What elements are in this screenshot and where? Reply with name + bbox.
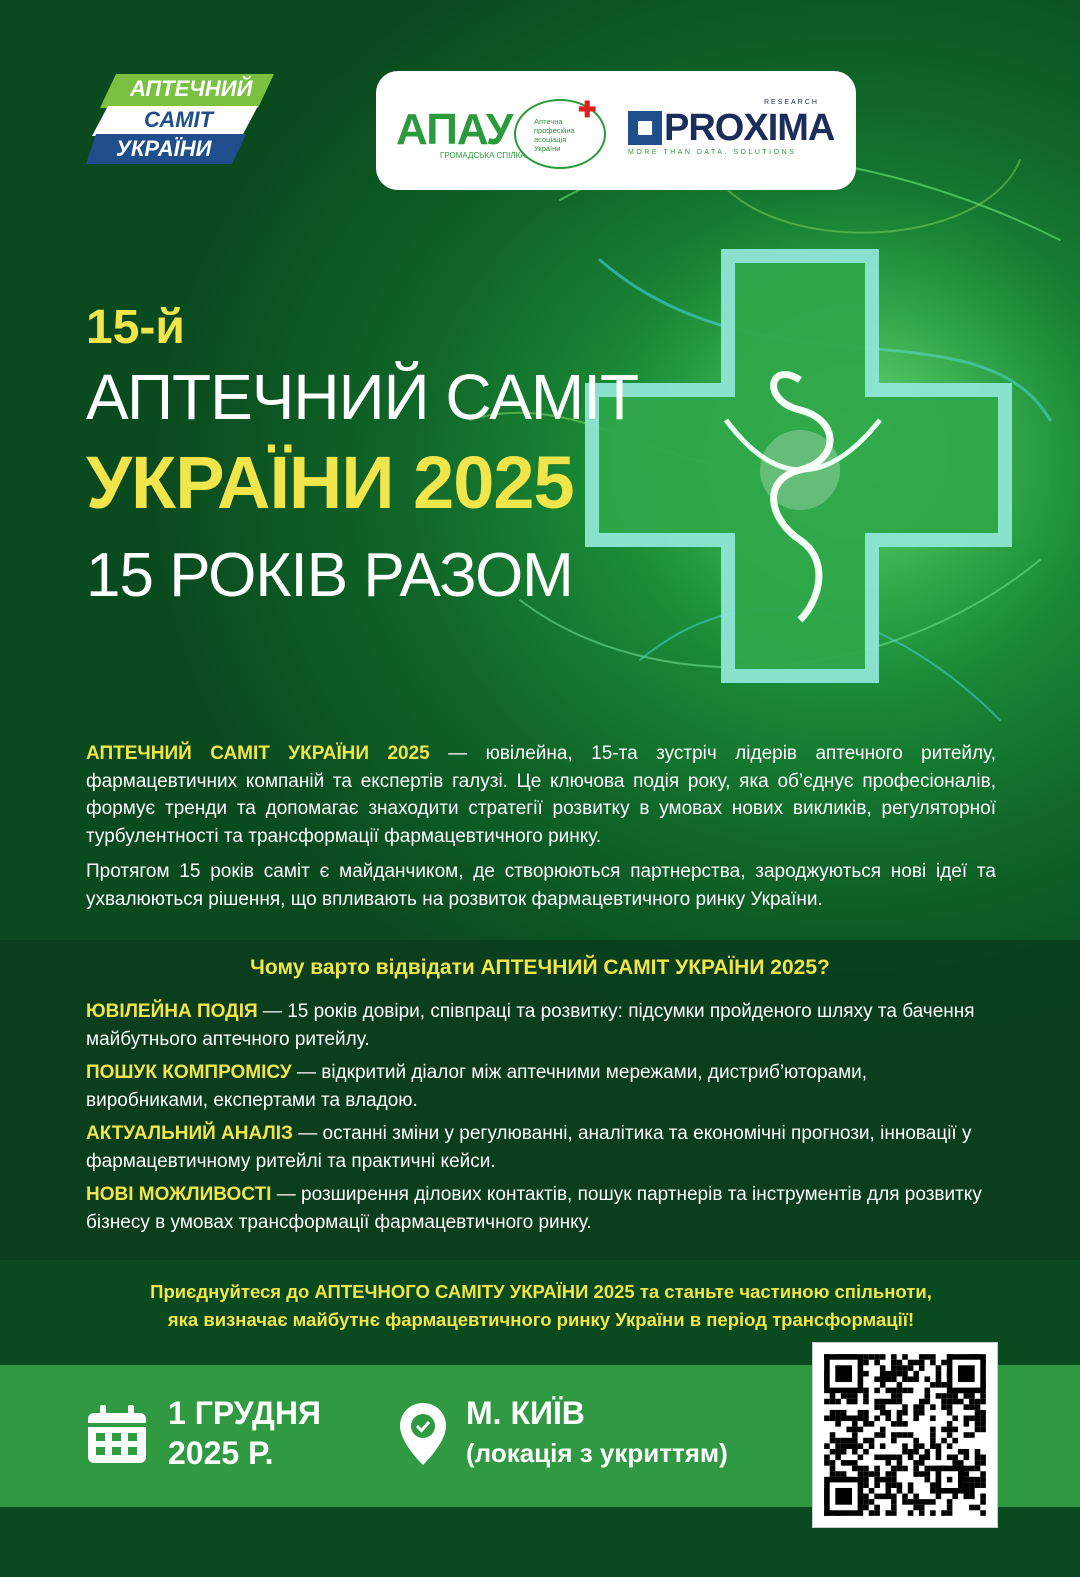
date-line1: 1 ГРУДНЯ: [168, 1395, 321, 1431]
apau-logo: [396, 99, 616, 169]
cta-line2: яка визначає майбутнє фармацевтичного ринку України в період трансформації!: [167, 1309, 915, 1330]
apau-ring: [514, 99, 606, 169]
qr-code[interactable]: [812, 1342, 998, 1528]
summit-logo-line3: УКРАЇНИ: [116, 136, 212, 161]
date-line2: 2025 Р.: [168, 1435, 274, 1471]
event-city: М. КИЇВ: [466, 1395, 585, 1431]
proxima-name: PROXIMA: [664, 107, 835, 149]
reason-heading: НОВІ МОЖЛИВОСТІ: [86, 1184, 272, 1205]
call-to-action: [86, 1278, 996, 1334]
reason-text: — останні зміни у регулюванні, аналітика та економічні прогнози, інновації у фармацевтичному ритейлі та практичні кейси.: [86, 1123, 972, 1172]
why-attend-section: [0, 940, 1080, 1260]
reason-heading: ПОШУК КОМПРОМІСУ: [86, 1062, 292, 1083]
intro-highlight: АПТЕЧНИЙ САМІТ УКРАЇНИ 2025: [86, 743, 430, 764]
reason-item: [86, 998, 991, 1054]
intro-text: [86, 740, 996, 921]
title-line1: АПТЕЧНИЙ САМІТ: [86, 361, 639, 433]
reason-heading: ЮВІЛЕЙНА ПОДІЯ: [86, 1001, 258, 1022]
reason-text: — розширення ділових контактів, пошук партнерів та інструментів для розвитку бізнесу в умовах трансформації фармацевтичного ринку.: [86, 1184, 982, 1233]
summit-logo-line1: АПТЕЧНИЙ: [130, 76, 253, 101]
reason-heading: АКТУАЛЬНИЙ АНАЛІЗ: [86, 1123, 293, 1144]
event-venue: (локація з укриттям): [466, 1438, 728, 1468]
summit-logo-line2: САМІТ: [144, 107, 214, 132]
apau-subtitle: ГРОМАДСЬКА СПІЛКА: [440, 151, 526, 160]
title-line3: 15 РОКІВ РАЗОМ: [86, 541, 573, 610]
apau-ring-text: Аптечна професійна асоціація України: [534, 117, 575, 153]
cta-line1: Приєднуйтеся до АПТЕЧНОГО САМІТУ УКРАЇНИ 2025 та станьте частиною спільноти,: [150, 1281, 932, 1302]
reason-item: [86, 1181, 991, 1237]
calendar-icon: [86, 1405, 148, 1465]
event-date: [168, 1393, 321, 1473]
red-cross-icon: ✚: [578, 97, 597, 122]
proxima-research: RESEARCH: [764, 99, 819, 106]
why-attend-list: [86, 998, 991, 1242]
proxima-mark-icon: [628, 111, 662, 145]
reason-item: [86, 1120, 991, 1176]
intro-p1-text: — ювілейна, 15-та зустріч лідерів аптечного ритейлу, фармацевтичних компаній та експертів галузі. Це ключова подія року, яка об’єднує професіоналів, формує тренди та допомагає знаходити стратегії розвитку в умовах нових викликів, регуляторної турбулентності та трансформації фармацевтичного ринку.: [86, 743, 996, 847]
edition-number: 15-й: [86, 301, 185, 354]
why-attend-title: Чому варто відвідати АПТЕЧНИЙ САМІТ УКРАЇНИ 2025?: [250, 956, 830, 979]
summit-logo: [86, 70, 276, 170]
apau-name: АПАУ: [396, 105, 513, 154]
reason-item: [86, 1059, 991, 1115]
intro-paragraph-2: Протягом 15 років саміт є майданчиком, де створюються партнерства, зароджуються нові ідеї та ухвалюються рішення, що впливають на розвиток фармацевтичного ринку України.: [86, 861, 996, 910]
reason-text: — 15 років довіри, співпраці та розвитку: підсумки пройденого шляху та бачення майбутнього аптечного ритейлу.: [86, 1001, 975, 1050]
map-pin-icon: [398, 1401, 448, 1467]
proxima-tagline: MORE THAN DATA. SOLUTIONS: [628, 149, 797, 156]
title-line2: УКРАЇНИ 2025: [86, 441, 574, 524]
partner-logos-box: [376, 71, 856, 190]
reason-text: — відкритий діалог між аптечними мережами, дистриб’юторами, виробниками, експертами та владою.: [86, 1062, 868, 1111]
proxima-logo: [628, 99, 838, 163]
intro-paragraph-1: [86, 740, 996, 850]
